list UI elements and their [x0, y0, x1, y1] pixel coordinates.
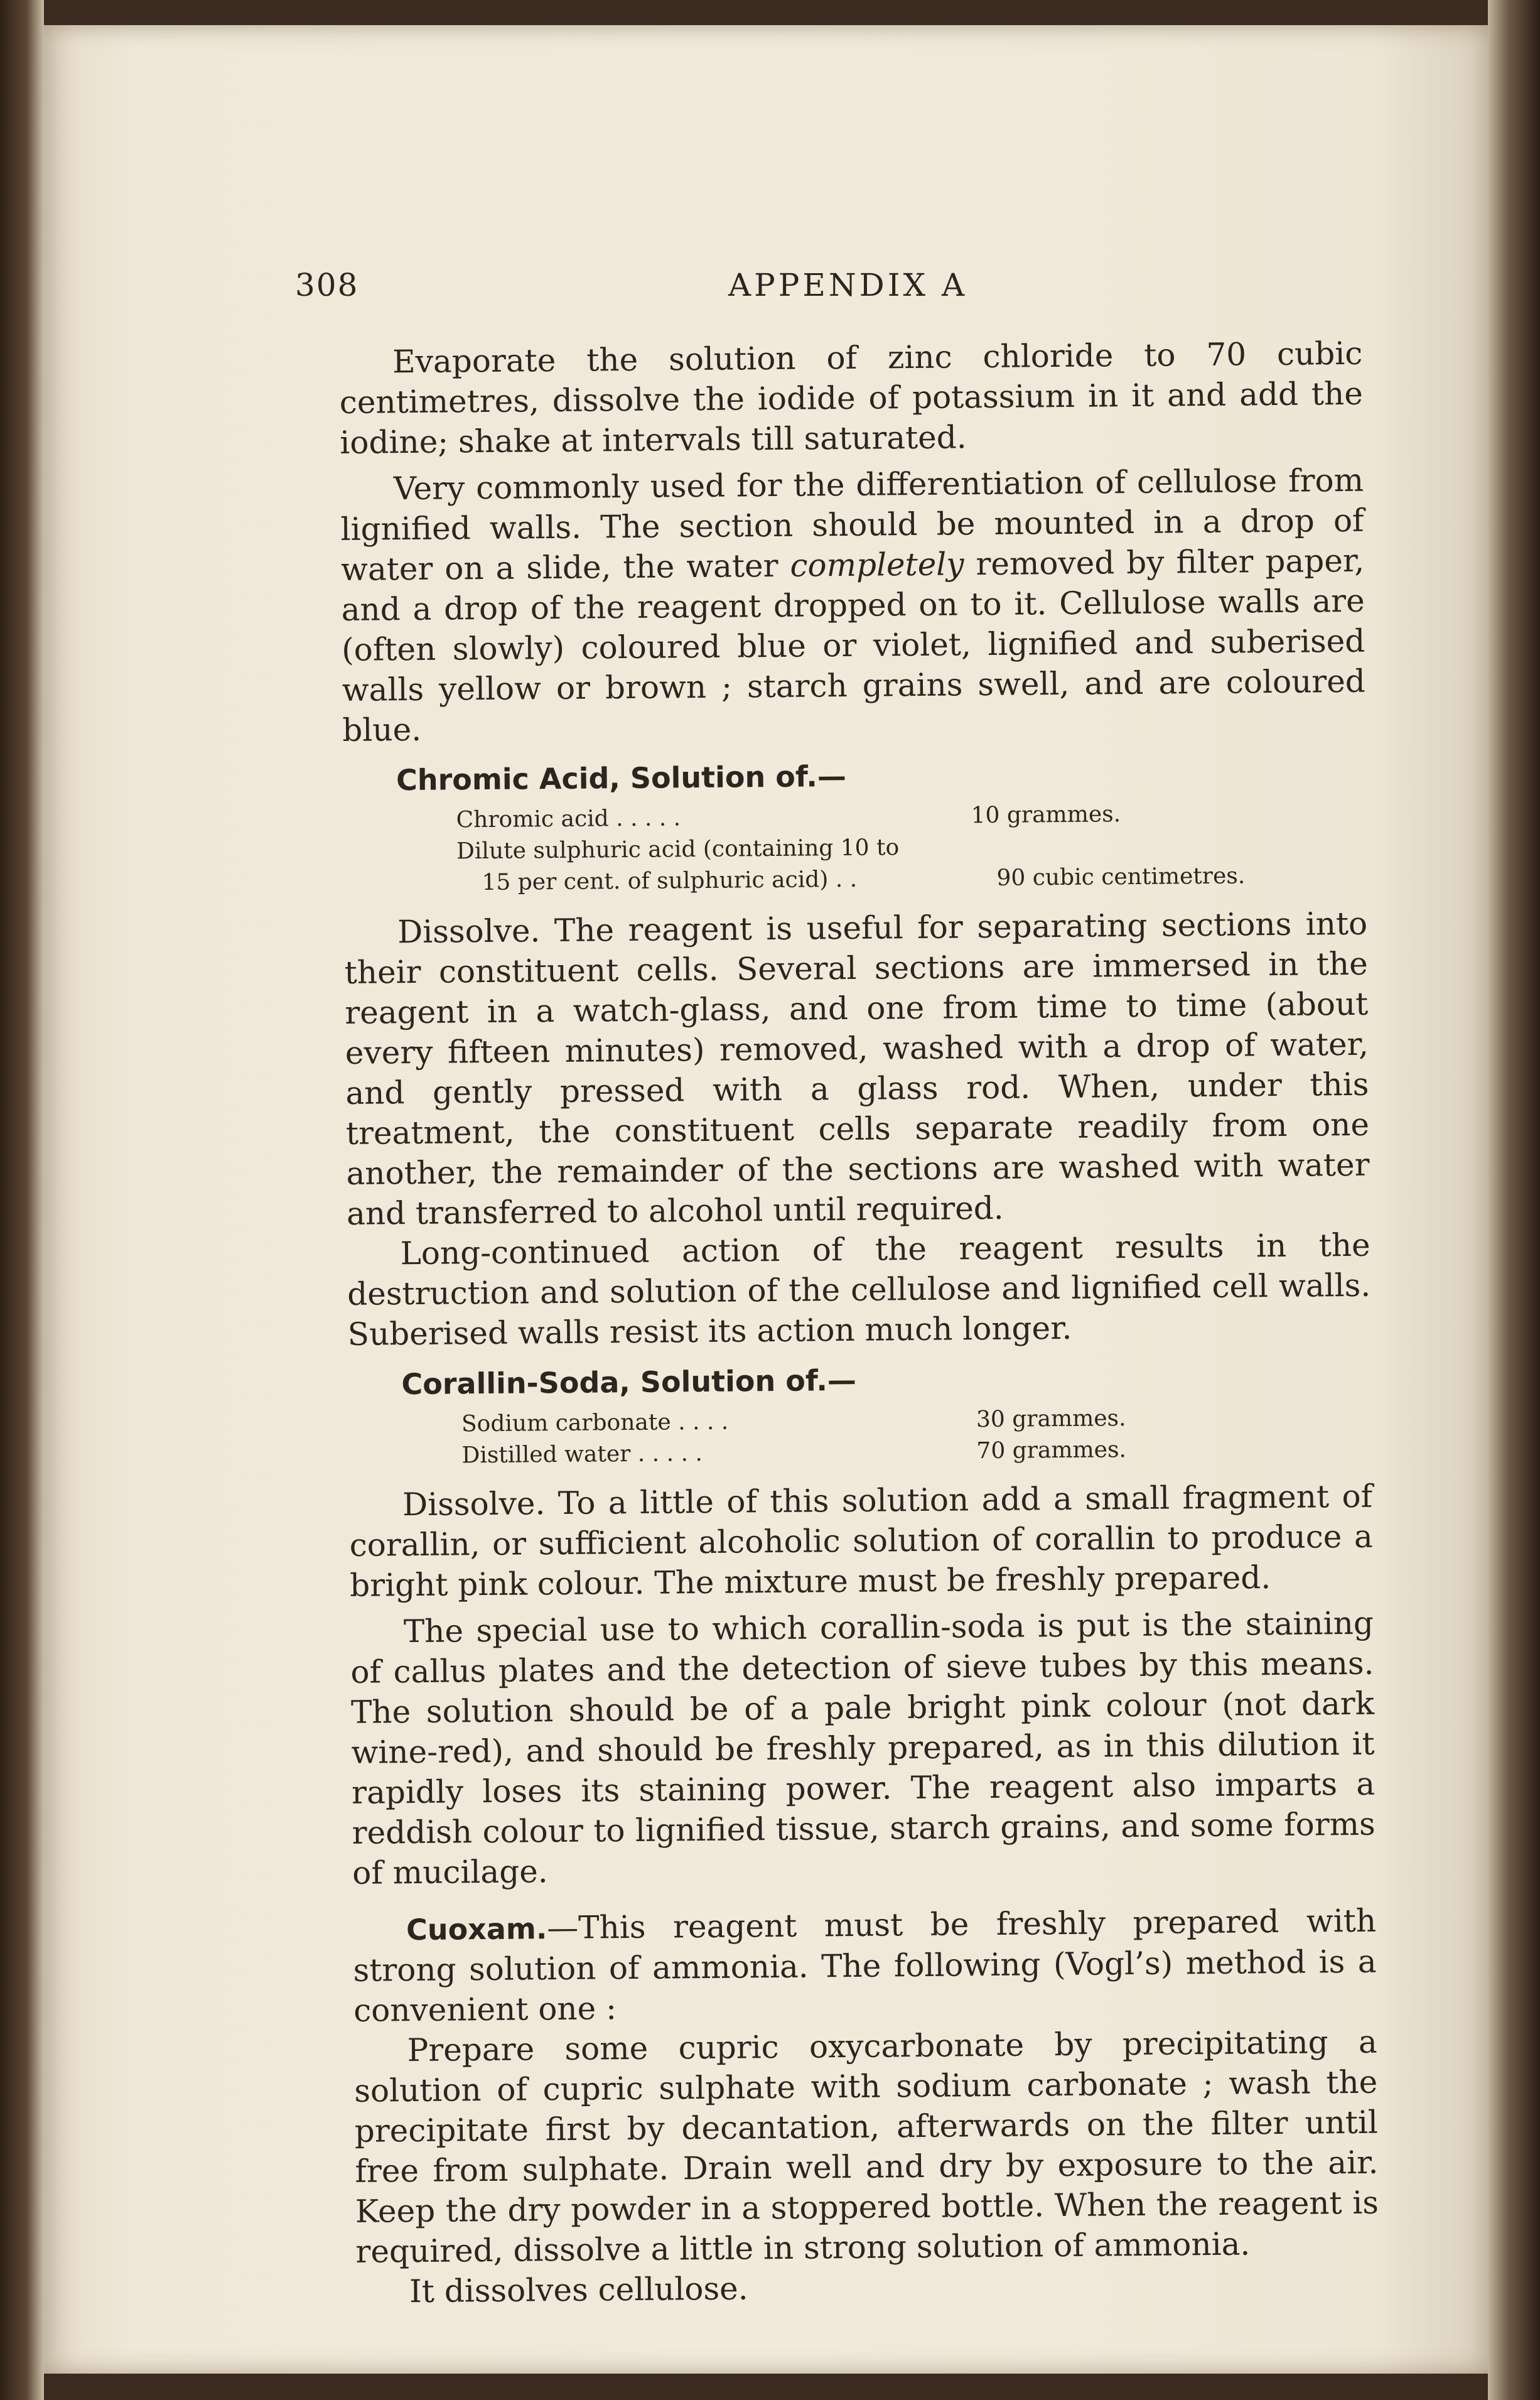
- cuoxam-paragraph-1: [353, 1901, 1377, 2031]
- page-number: 308: [295, 267, 359, 303]
- corallin-soda-recipe: [461, 1402, 1278, 1471]
- cuoxam-heading: Cuoxam.: [406, 1911, 547, 1947]
- book-binding-right: [1488, 0, 1540, 2400]
- emphasis-completely: completely: [790, 546, 964, 584]
- chromic-acid-paragraph-1: Dissolve. The reagent is useful for separating sections into their constituent cells. Several sections are immersed in the reagent in a watch-glass, and one from time to time (about every fifteen minutes) removed, washed with a drop of water, and gently pressed with a glass rod. When, under this treatment, the constituent cells separate readily from one another, the remainder of the sections are washed with water and transferred to alcohol until required.: [344, 905, 1370, 1232]
- ingredient-amount: 30 grammes.: [976, 1405, 1126, 1433]
- ingredient-name: Dilute sulphuric acid (containing 10 to: [456, 835, 900, 865]
- recipe-row: [456, 860, 1273, 899]
- ingredient-name: Chromic acid . . . . .: [456, 805, 681, 833]
- intro-paragraph-2-end: removed by filter paper, and a drop of the reagent dropped on to it. Cellulose walls are (often slowly) coloured blue or violet, lignified and suberised walls yellow or brown ; starch grains swell, and are coloured blue.: [341, 542, 1366, 749]
- intro-paragraph-2: [340, 460, 1366, 750]
- page-body: [339, 333, 1379, 2312]
- running-head: APPENDIX A: [728, 267, 968, 303]
- ingredient-amount: 70 grammes.: [976, 1437, 1127, 1464]
- chromic-acid-heading: Chromic Acid, Solution of.—: [396, 759, 847, 797]
- ingredient-name-continued: 15 per cent. of sulphuric acid) . .: [482, 866, 858, 896]
- corallin-soda-heading: Corallin-Soda, Solution of.—: [401, 1363, 857, 1402]
- ingredient-name: Sodium carbonate . . . .: [461, 1408, 729, 1437]
- chromic-acid-paragraph-2: Long-continued action of the reagent results in the destruction and solution of the cellulose and lignified cell walls. Suberised walls resist its action much longer.: [347, 1226, 1371, 1353]
- recipe-row: [461, 1433, 1278, 1471]
- corallin-soda-paragraph-1: Dissolve. To a little of this solution add a small fragment of corallin, or sufficient alcoholic solution of corallin to produce a bright pink colour. The mixture must be freshly prepared.: [349, 1478, 1373, 1604]
- ingredient-amount: 90 cubic centimetres.: [996, 863, 1246, 891]
- corallin-soda-paragraph-2: The special use to which corallin-soda is put is the staining of callus plates and the detection of sieve tubes by this means. The solution should be of a pale bright pink colour (not dark wine-red), and should be freshly prepared, as in this dilution it rapidly loses its staining power. The reagent also imparts a reddish colour to lignified tissue, starch grains, and some forms of mucilage.: [350, 1604, 1376, 1891]
- ingredient-amount: 10 grammes.: [971, 801, 1121, 829]
- chromic-acid-recipe: [456, 797, 1273, 899]
- book-binding-left: [0, 0, 44, 2400]
- cuoxam-paragraph-2: Prepare some cupric oxycarbonate by precipitating a solution of cupric sulphate with sodium carbonate ; wash the precipitate first by decantation, afterwards on the filter until free from sulphate. Drain well and dry by exposure to the air. Keep the dry powder in a stoppered bottle. When the reagent is required, dissolve a little in strong solution of ammonia.: [354, 2023, 1379, 2270]
- intro-paragraph-1: Evaporate the solution of zinc chloride to 70 cubic centimetres, dissolve the iodide of potassium in it and add the iodine; shake at intervals till saturated.: [339, 335, 1364, 461]
- ingredient-name: Distilled water . . . . .: [461, 1441, 703, 1469]
- cuoxam-paragraph-1-text: —This reagent must be freshly prepared with strong solution of ammonia. The following (Vogl’s) method is a convenient one :: [353, 1902, 1377, 2029]
- cuoxam-paragraph-3: It dissolves cellulose.: [409, 2270, 748, 2310]
- page-header: [295, 267, 1362, 317]
- intro-paragraph-2-start: Very commonly used for the differentiation of cellulose from lignified walls. The section should be mounted in a drop of water on a slide, the water: [340, 462, 1364, 588]
